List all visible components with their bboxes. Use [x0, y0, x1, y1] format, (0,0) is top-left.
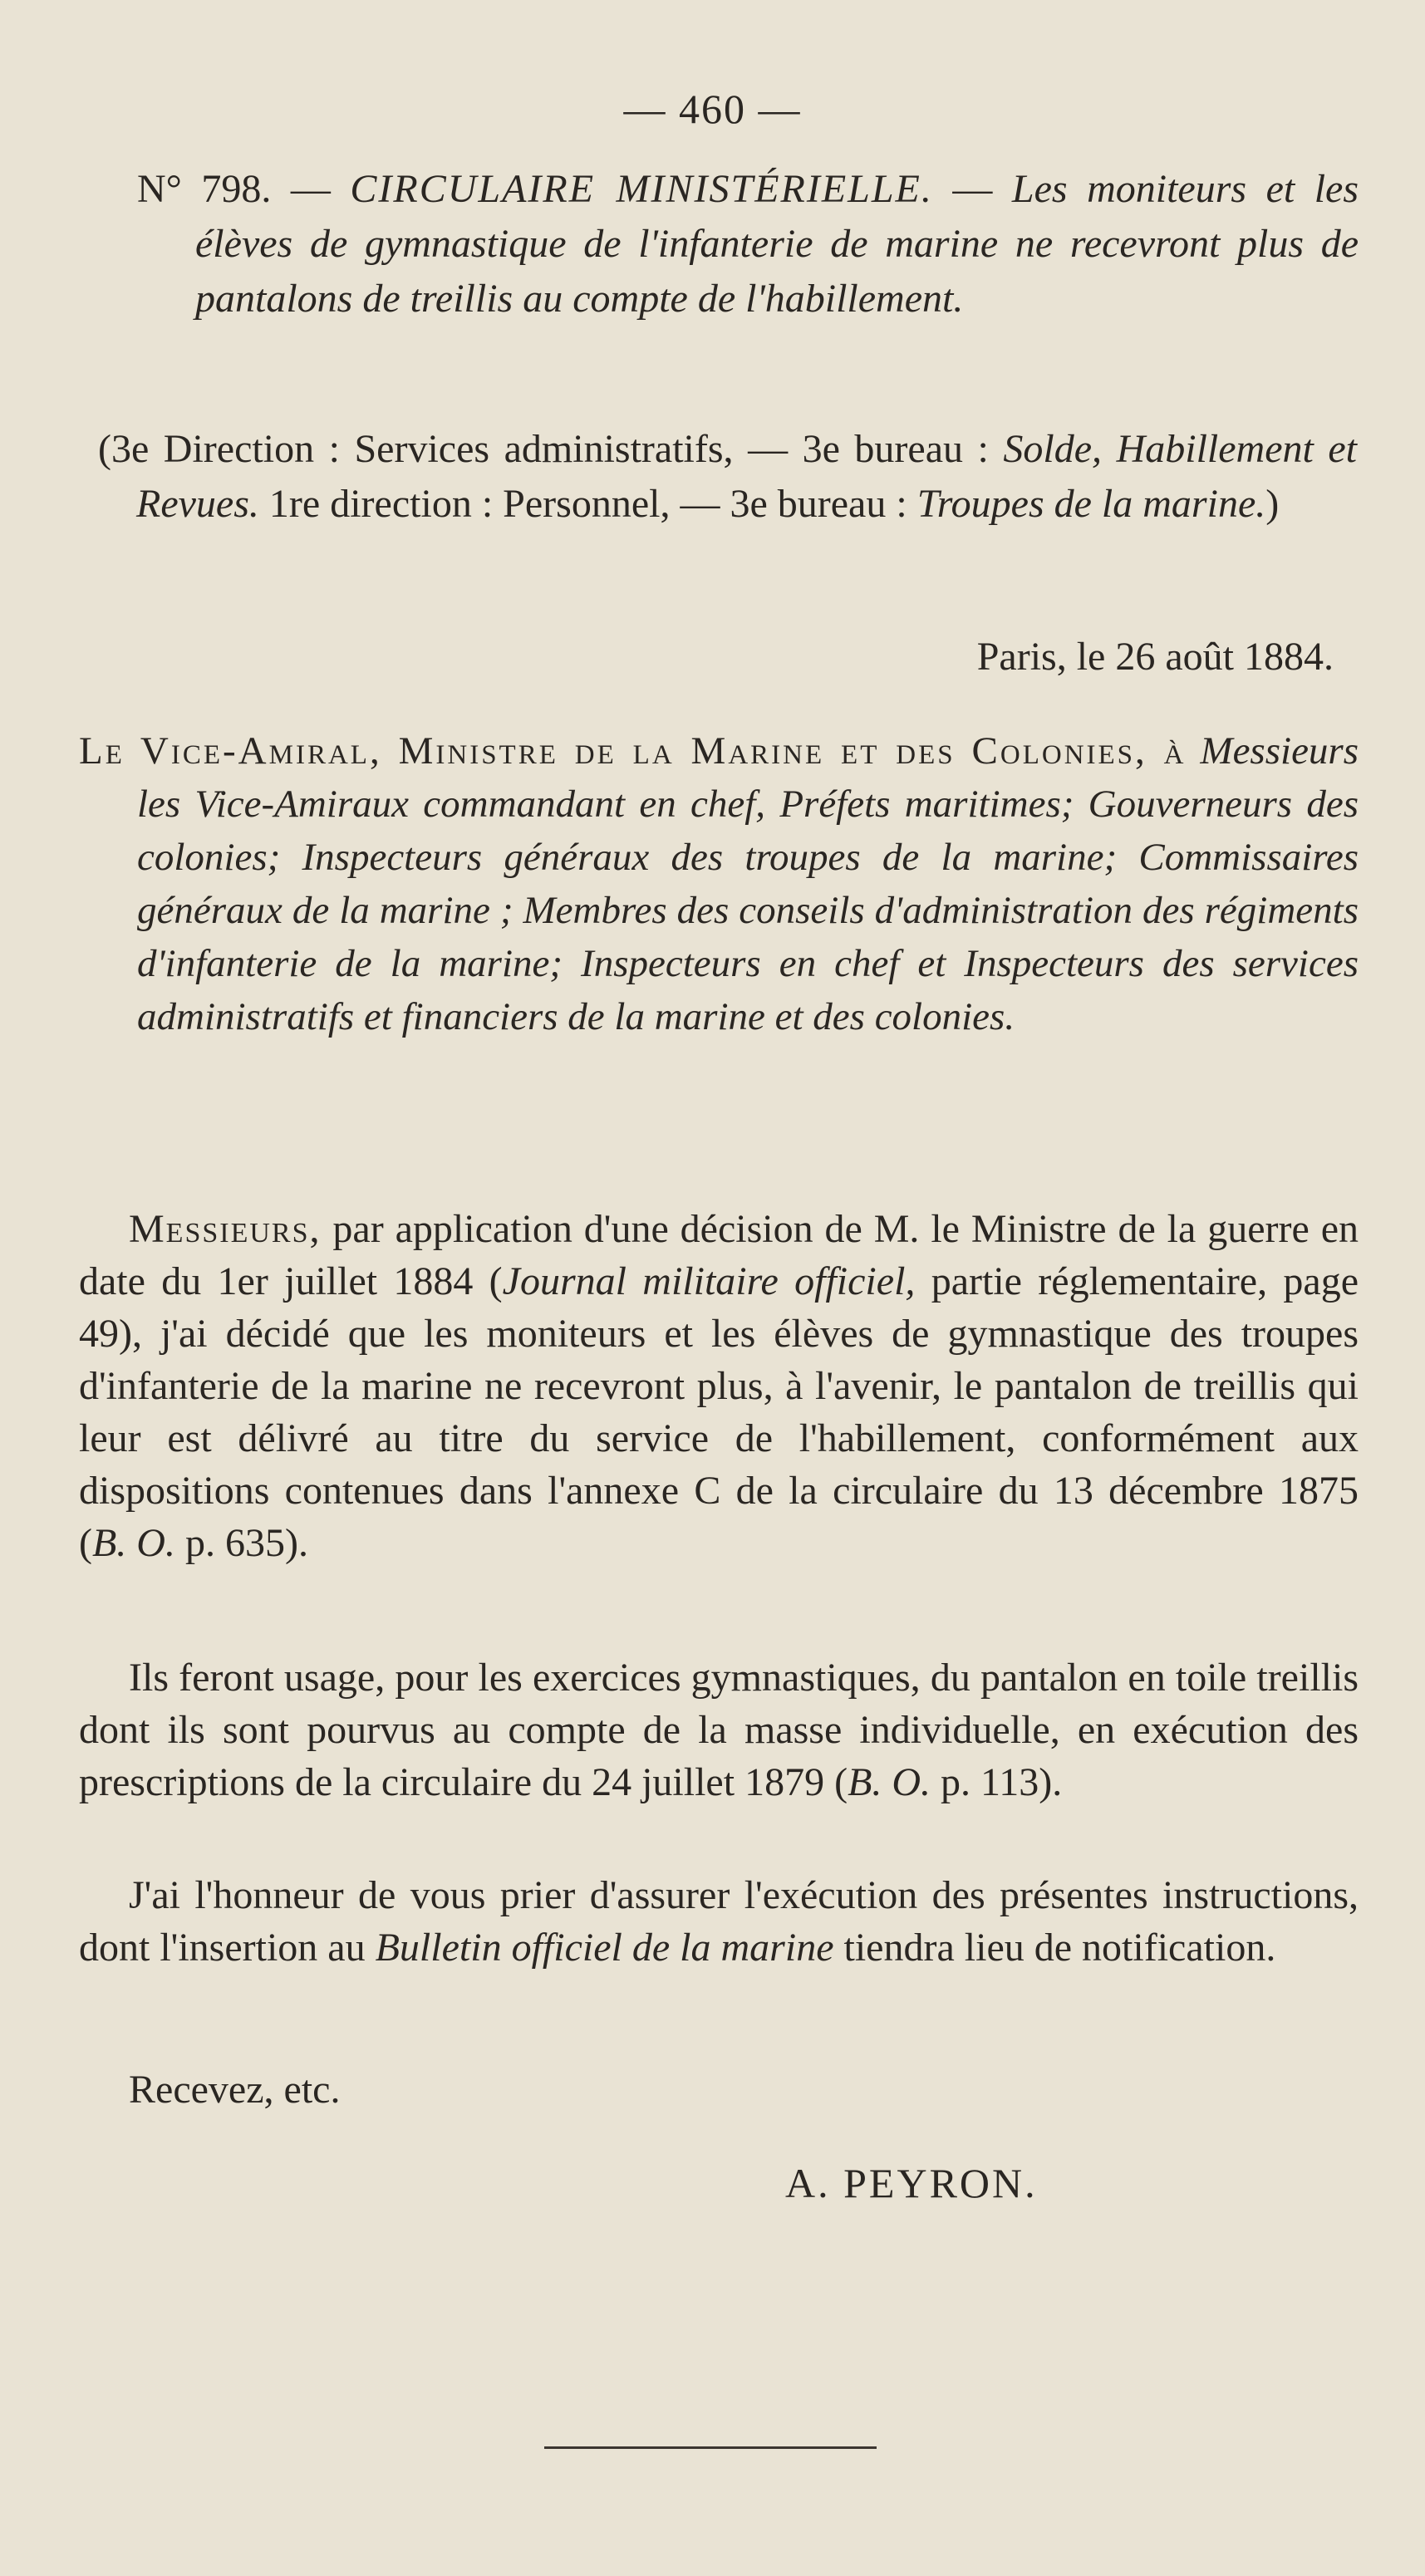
heading-separator: — — [952, 167, 993, 211]
direction-text-1: (3e Direction : Services administratifs, — 3e bureau : — [98, 427, 989, 471]
circular-number: N° 798. — — [137, 167, 331, 211]
paragraph3-text-b: tiendra lieu de notification. — [843, 1926, 1276, 1970]
direction-close: ) — [1265, 482, 1280, 526]
paragraph1-text-c: p. 635). — [184, 1521, 308, 1565]
paragraph1-text-b: partie réglementaire, page 49), j'ai décidé que les moniteurs et les élèves de gymnastique des troupes d'infanterie de la marine ne recevront plus, à l'avenir, le pantalon de treillis qui leur est délivré au titre du service de l'habillement, conformément aux dispositions contenues dans l'annexe C de la circulaire du 13 décembre 1875 ( — [79, 1259, 1359, 1565]
recipients: Messieurs les Vice-Amiraux commandant en chef, Préfets maritimes; Gouverneurs des colonies; Inspecteurs généraux des troupes de la marine; Commissaires généraux de la marine ; Membres des conseils d'administration des régiments d'infanterie de la marine; Inspecteurs en chef et Inspecteurs des services administratifs et financiers de la marine et des colonies. — [137, 729, 1359, 1038]
paragraph3-text-a: J'ai l'honneur de vous prier d'assurer l'exécution des présentes instructions, dont l'insertion au — [79, 1873, 1359, 1970]
page-number: — 460 — — [623, 86, 802, 132]
body-paragraph-1 — [79, 1203, 1359, 1569]
circular-summary: Les moniteurs et les élèves de gymnastique de l'infanterie de marine ne recevront plus de pantalons de treillis au compte de l'habillement. — [195, 167, 1359, 321]
paragraph1-reference: Journal militaire officiel, — [502, 1259, 916, 1303]
circular-kind: CIRCULAIRE MINISTÉRIELLE. — [350, 167, 933, 211]
paragraph3-reference: Bulletin officiel de la marine — [375, 1926, 834, 1970]
direction-office-1: Solde, Habillement et Revues. — [136, 427, 1358, 526]
direction-office-2: Troupes de la marine. — [916, 482, 1266, 526]
circular-heading — [137, 162, 1359, 326]
paragraph1-reference-2: B. O. — [91, 1521, 175, 1565]
address-block — [79, 724, 1359, 1043]
signature: A. PEYRON. — [785, 2160, 1038, 2206]
paragraph2-text-b: p. 113). — [941, 1760, 1063, 1804]
closing: Recevez, etc. — [129, 2068, 341, 2112]
salutation: Messieurs, — [129, 1207, 322, 1251]
body-paragraph-2 — [79, 1651, 1359, 1808]
dateline: Paris, le 26 août 1884. — [976, 635, 1334, 679]
direction-text-2: 1re direction : Personnel, — 3e bureau : — [268, 482, 907, 526]
sender: Le Vice-Amiral, Ministre de la Marine et des Colonies, à — [79, 729, 1187, 773]
body-paragraph-3 — [79, 1869, 1359, 1974]
paragraph1-text-a: par application d'une décision de M. le Ministre de la guerre en date du 1er juillet 1884 ( — [79, 1207, 1359, 1303]
end-rule — [544, 2446, 877, 2449]
paragraph2-reference: B. O. — [848, 1760, 931, 1804]
direction-note — [98, 422, 1357, 532]
paragraph2-text-a: Ils feront usage, pour les exercices gymnastiques, du pantalon en toile treillis dont ils sont pourvus au compte de la masse individuelle, en exécution des prescriptions de la circulaire du 24 juillet 1879 ( — [79, 1656, 1359, 1804]
